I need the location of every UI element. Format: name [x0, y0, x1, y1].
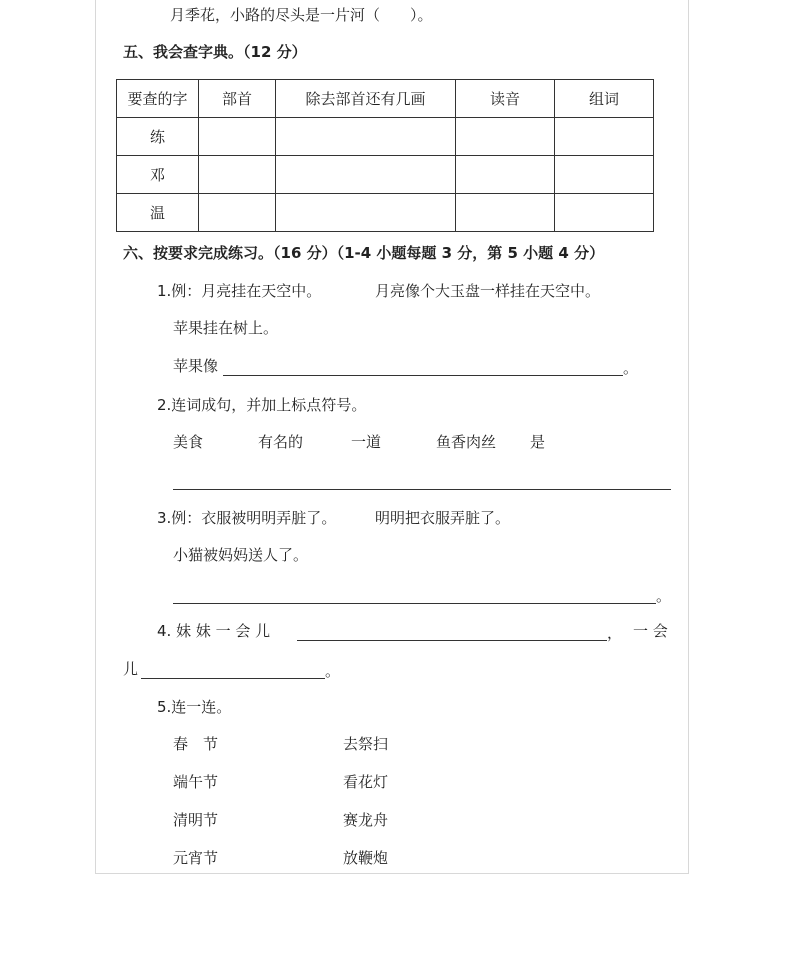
q1-prompt: 苹果挂在树上。	[173, 319, 279, 337]
q2-title: 2.连词成句，并加上标点符号。	[157, 396, 367, 414]
table-cell-answer[interactable]	[276, 118, 456, 156]
table-cell-answer[interactable]	[276, 194, 456, 232]
q4-answer-line-1[interactable]	[297, 640, 607, 641]
table-cell-answer[interactable]	[555, 156, 654, 194]
q1-example-answer: 月亮像个大玉盘一样挂在天空中。	[375, 282, 601, 300]
q4-start: 4. 妹 妹 一 会 儿	[157, 622, 271, 640]
q5-festival[interactable]: 清明节	[173, 811, 219, 829]
q4-period: 。	[325, 662, 341, 680]
q4-mid: 一 会	[633, 622, 668, 640]
table-cell-character: 邓	[117, 156, 199, 194]
q4-comma: ，	[607, 624, 623, 642]
q4-line2-start: 儿	[123, 660, 139, 678]
table-cell-answer[interactable]	[456, 156, 555, 194]
q5-festival[interactable]: 春 节	[173, 735, 219, 753]
q4-answer-line-2[interactable]	[141, 678, 325, 679]
dictionary-table	[116, 79, 654, 232]
table-cell-answer[interactable]	[456, 194, 555, 232]
q3-answer-line[interactable]	[173, 603, 656, 604]
table-cell-answer[interactable]	[555, 118, 654, 156]
header-words: 组词	[555, 80, 654, 118]
table-row	[117, 194, 654, 232]
table-row	[117, 156, 654, 194]
header-pronunciation: 读音	[456, 80, 555, 118]
q5-activity[interactable]: 放鞭炮	[343, 849, 389, 867]
table-cell-answer[interactable]	[199, 194, 276, 232]
q5-title: 5.连一连。	[157, 698, 232, 716]
header-strokes: 除去部首还有几画	[276, 80, 456, 118]
section5-title: 五、我会查字典。（12 分）	[123, 43, 307, 61]
q2-word: 鱼香肉丝	[436, 433, 497, 451]
table-cell-answer[interactable]	[555, 194, 654, 232]
q2-word: 是	[530, 433, 546, 451]
q2-word: 美食	[173, 433, 204, 451]
q3-prompt: 小猫被妈妈送人了。	[173, 546, 309, 564]
table-row	[117, 118, 654, 156]
q5-activity[interactable]: 去祭扫	[343, 735, 389, 753]
table-cell-answer[interactable]	[456, 118, 555, 156]
q5-activity[interactable]: 看花灯	[343, 773, 389, 791]
q3-example-sentence: 3.例：衣服被明明弄脏了。	[157, 509, 337, 527]
q2-word: 有名的	[258, 433, 304, 451]
table-cell-character: 温	[117, 194, 199, 232]
table-cell-character: 练	[117, 118, 199, 156]
q1-answer-line[interactable]	[223, 375, 623, 376]
table-cell-answer[interactable]	[276, 156, 456, 194]
header-radical: 部首	[199, 80, 276, 118]
q2-answer-line[interactable]	[173, 489, 671, 490]
q3-period: 。	[656, 587, 672, 605]
q5-activity[interactable]: 赛龙舟	[343, 811, 389, 829]
table-header-row	[117, 80, 654, 118]
q3-example-answer: 明明把衣服弄脏了。	[375, 509, 511, 527]
q1-example-sentence: 1.例：月亮挂在天空中。	[157, 282, 322, 300]
table-cell-answer[interactable]	[199, 156, 276, 194]
q2-word: 一道	[351, 433, 382, 451]
q1-period: 。	[623, 359, 639, 377]
table-cell-answer[interactable]	[199, 118, 276, 156]
section6-title: 六、按要求完成练习。（16 分）（1-4 小题每题 3 分，第 5 小题 4 分）	[123, 244, 605, 262]
q1-stem: 苹果像	[173, 357, 219, 375]
q5-festival[interactable]: 端午节	[173, 773, 219, 791]
header-character: 要查的字	[117, 80, 199, 118]
q5-festival[interactable]: 元宵节	[173, 849, 219, 867]
previous-question-line: 月季花，小路的尽头是一片河（ ）。	[170, 6, 433, 24]
